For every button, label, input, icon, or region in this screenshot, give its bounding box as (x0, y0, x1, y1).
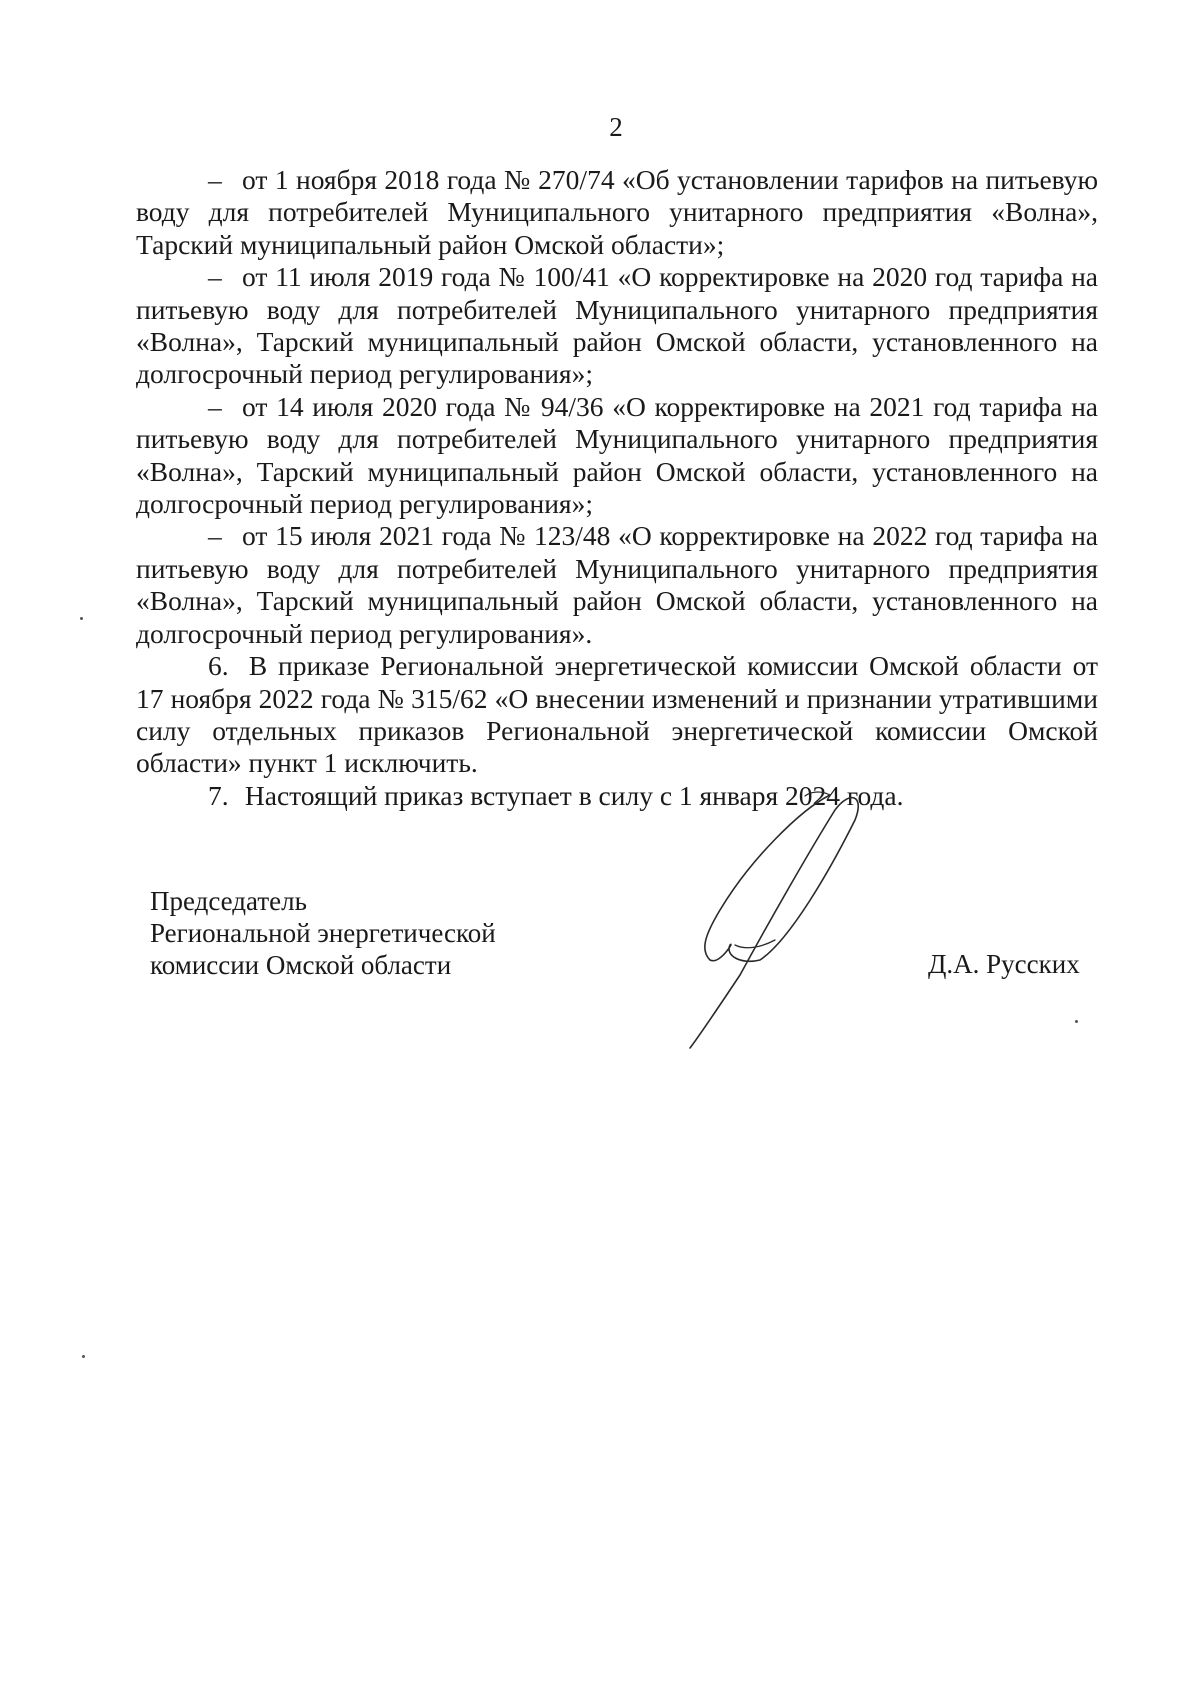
scan-speck (82, 1355, 85, 1358)
list-item (136, 261, 1098, 391)
clause-text: В приказе Региональной энергетической комиссии Омской области от 17 ноября 2022 года № 315/62 «О внесении изменений и признании утратившими силу отдельных приказов Региональной энергетической комиссии Омской области» пункт 1 исключить. (136, 650, 1098, 779)
handwritten-signature (680, 790, 910, 1050)
position-line: Региональной энергетической (150, 918, 496, 948)
list-item (136, 391, 1098, 521)
list-item-text: от 1 ноября 2018 года № 270/74 «Об установлении тарифов на питьевую воду для потребителей Муниципального унитарного предприятия «Волна», Тарский муниципальный район Омской области»; (136, 164, 1098, 260)
list-item (136, 164, 1098, 261)
signer-name: Д.А. Русских (928, 949, 1080, 979)
dash-marker: – (208, 520, 222, 552)
signatory-position (150, 885, 496, 981)
clause-number: 7. (208, 779, 229, 811)
dash-marker: – (208, 390, 222, 422)
position-line: Председатель (150, 886, 307, 916)
dash-marker: – (208, 261, 222, 293)
clause-7 (136, 780, 1098, 812)
clause-number: 6. (208, 650, 229, 682)
clause-6 (136, 650, 1098, 780)
scan-speck (80, 617, 83, 620)
position-line: комиссии Омской области (150, 950, 452, 980)
document-body (136, 164, 1098, 812)
list-item-text: от 11 июля 2019 года № 100/41 «О корректировке на 2020 год тарифа на питьевую воду для потребителей Муниципального унитарного предприятия «Волна», Тарский муниципальный район Омской области, установленного на долгосрочный период регулирования»; (136, 261, 1098, 390)
dash-marker: – (208, 164, 222, 195)
list-item (136, 520, 1098, 650)
list-item-text: от 15 июля 2021 года № 123/48 «О корректировке на 2022 год тарифа на питьевую воду для потребителей Муниципального унитарного предприятия «Волна», Тарский муниципальный район Омской области, установленного на долгосрочный период регулирования». (136, 520, 1098, 649)
scan-speck (1075, 1020, 1078, 1023)
clause-text: Настоящий приказ вступает в силу с 1 января 2024 года. (244, 779, 904, 811)
list-item-text: от 14 июля 2020 года № 94/36 «О корректировке на 2021 год тарифа на питьевую воду для потребителей Муниципального унитарного предприятия «Волна», Тарский муниципальный район Омской области, установленного на долгосрочный период регулирования»; (136, 390, 1098, 520)
page-number: 2 (609, 112, 623, 142)
